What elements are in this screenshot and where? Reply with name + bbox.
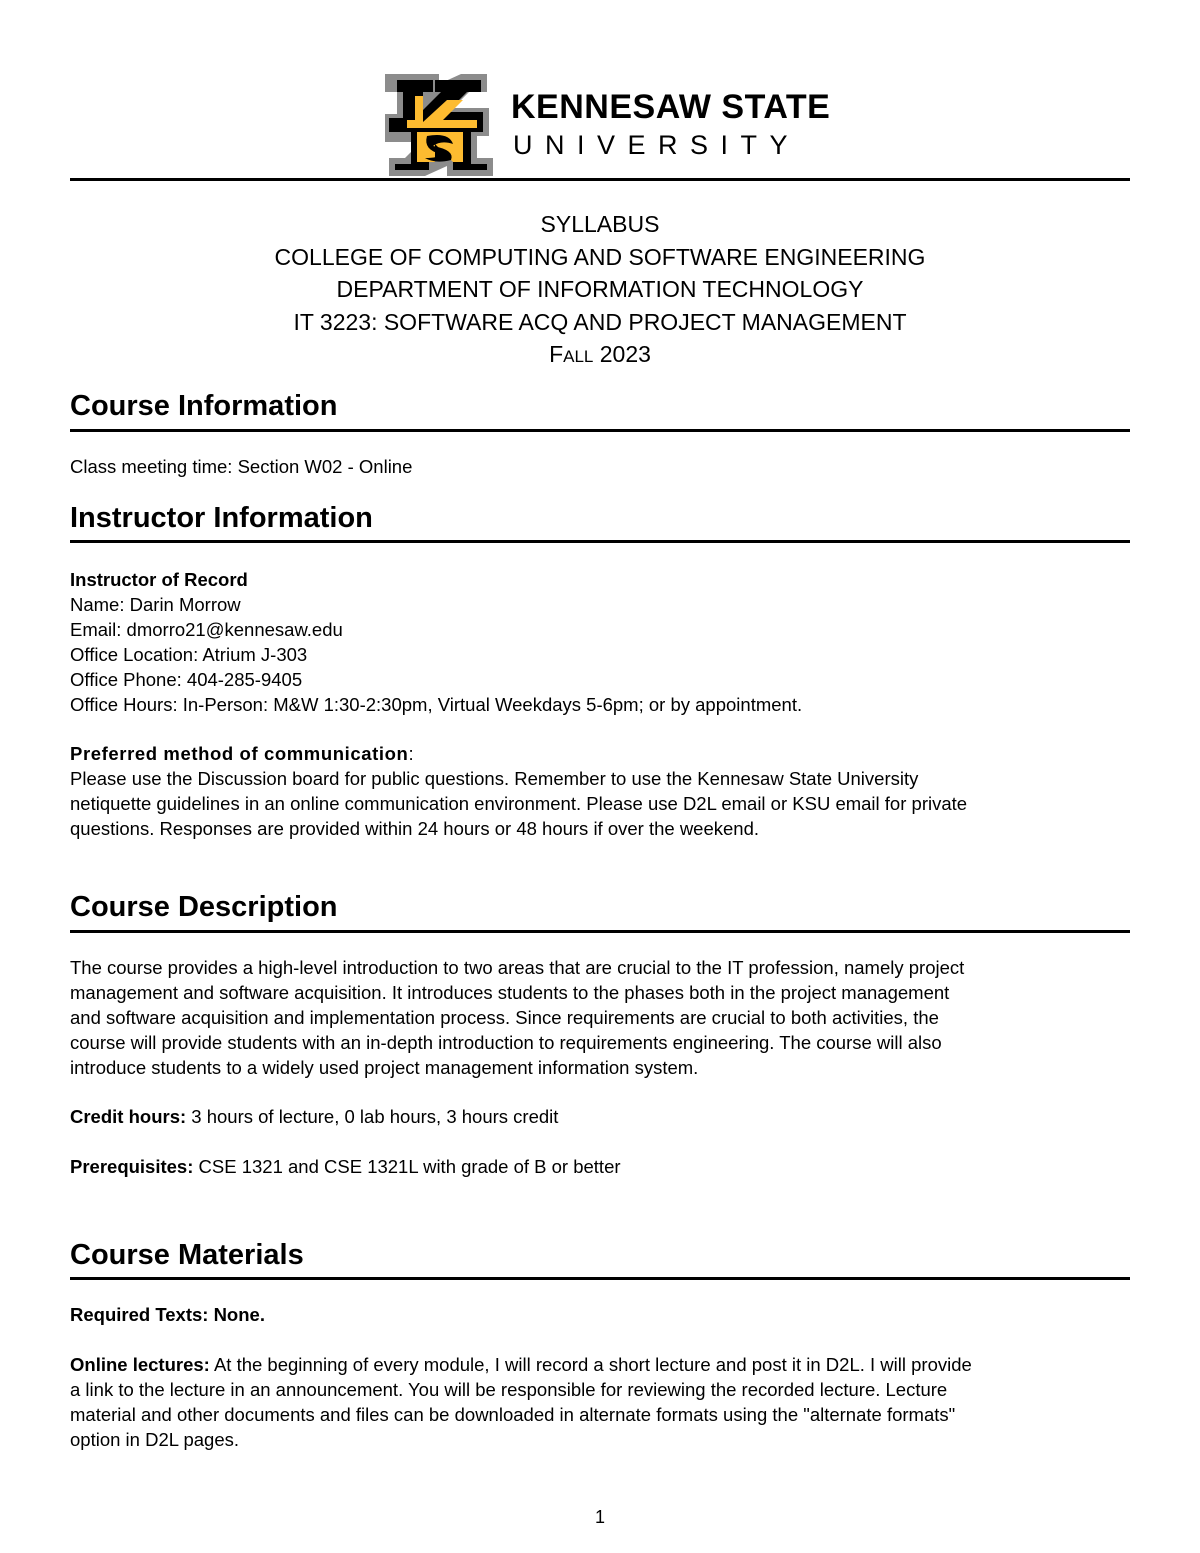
instructor-email: Email: dmorro21@kennesaw.edu — [70, 619, 343, 640]
instructor-subheading: Instructor of Record — [70, 569, 248, 590]
communication-text: questions. Responses are provided within 24 hours or 48 hours if over the weekend. — [70, 818, 760, 839]
title-department: DEPARTMENT OF INFORMATION TECHNOLOGY — [336, 276, 864, 302]
ksu-logo — [383, 70, 831, 180]
logo-wordmark-line1: KENNESAW STATE — [511, 88, 831, 126]
section-divider — [70, 1277, 1130, 1280]
title-term: FALL 2023 — [549, 341, 651, 367]
course-description-text: The course provides a high-level introduction to two areas that are crucial to the IT profession, namely project management and software acquisition. It introduces students to the phases both in the project management and software acquisition and implementation process. Since requirements are crucial to both activities, the course will provide students with an in-depth introduction to requirements engineering. The course will also introduce students to a widely used project management information system. — [70, 957, 965, 1078]
instructor-details — [70, 567, 1135, 717]
instructor-office: Office Location: Atrium J-303 — [70, 644, 308, 665]
online-lectures: Online lectures: At the beginning of every module, I will record a short lecture and post it in D2L. I will provide a link to the lecture in an announcement. You will be responsible for reviewing the recorded lecture. Lecture material and other documents and files can be downloaded in alternate formats using the "alternate formats" option in D2L pages. — [70, 1354, 972, 1450]
class-meeting-time: Class meeting time: Section W02 - Online — [70, 456, 413, 477]
title-course: IT 3223: SOFTWARE ACQ AND PROJECT MANAGEMENT — [293, 308, 907, 335]
section-heading-instructor-information: Instructor Information — [70, 502, 373, 534]
prerequisites: Prerequisites: CSE 1321 and CSE 1321L with grade of B or better — [70, 1156, 621, 1177]
section-heading-course-description: Course Description — [70, 891, 338, 923]
section-divider — [70, 429, 1130, 432]
communication-block: Preferred method of communication: Please use the Discussion board for public questions. Remember to use the Kennesaw State University netiquette guidelines in an online communication environment. Please use D2L email or KSU email for private questions. Responses are provided within 24 hours or 48 hours if over the weekend. — [70, 741, 1135, 841]
page-number: 1 — [594, 1507, 605, 1527]
syllabus-title-block — [70, 208, 1130, 374]
ksu-seal-icon — [383, 70, 495, 180]
communication-text: netiquette guidelines in an online communication environment. Please use D2L email or KSU email for private — [70, 793, 968, 814]
section-divider — [70, 540, 1130, 543]
logo-wordmark-line2: UNIVERSITY — [513, 130, 801, 160]
title-college: COLLEGE OF COMPUTING AND SOFTWARE ENGINEERING — [274, 243, 926, 270]
section-divider — [70, 930, 1130, 933]
section-heading-course-materials: Course Materials — [70, 1239, 304, 1271]
communication-text: Please use the Discussion board for public questions. Remember to use the Kennesaw State University — [70, 768, 919, 789]
required-texts: Required Texts: None. — [70, 1304, 265, 1325]
header-divider — [70, 178, 1130, 181]
credit-hours: Credit hours: 3 hours of lecture, 0 lab hours, 3 hours credit — [70, 1106, 559, 1127]
section-heading-course-information: Course Information — [70, 390, 338, 422]
communication-label: Preferred method of communication — [70, 743, 409, 764]
title-syllabus: SYLLABUS — [540, 211, 660, 237]
instructor-phone: Office Phone: 404-285-9405 — [70, 669, 303, 690]
instructor-office-hours: Office Hours: In-Person: M&W 1:30-2:30pm, Virtual Weekdays 5-6pm; or by appointment. — [70, 694, 803, 715]
instructor-name: Name: Darin Morrow — [70, 594, 241, 615]
